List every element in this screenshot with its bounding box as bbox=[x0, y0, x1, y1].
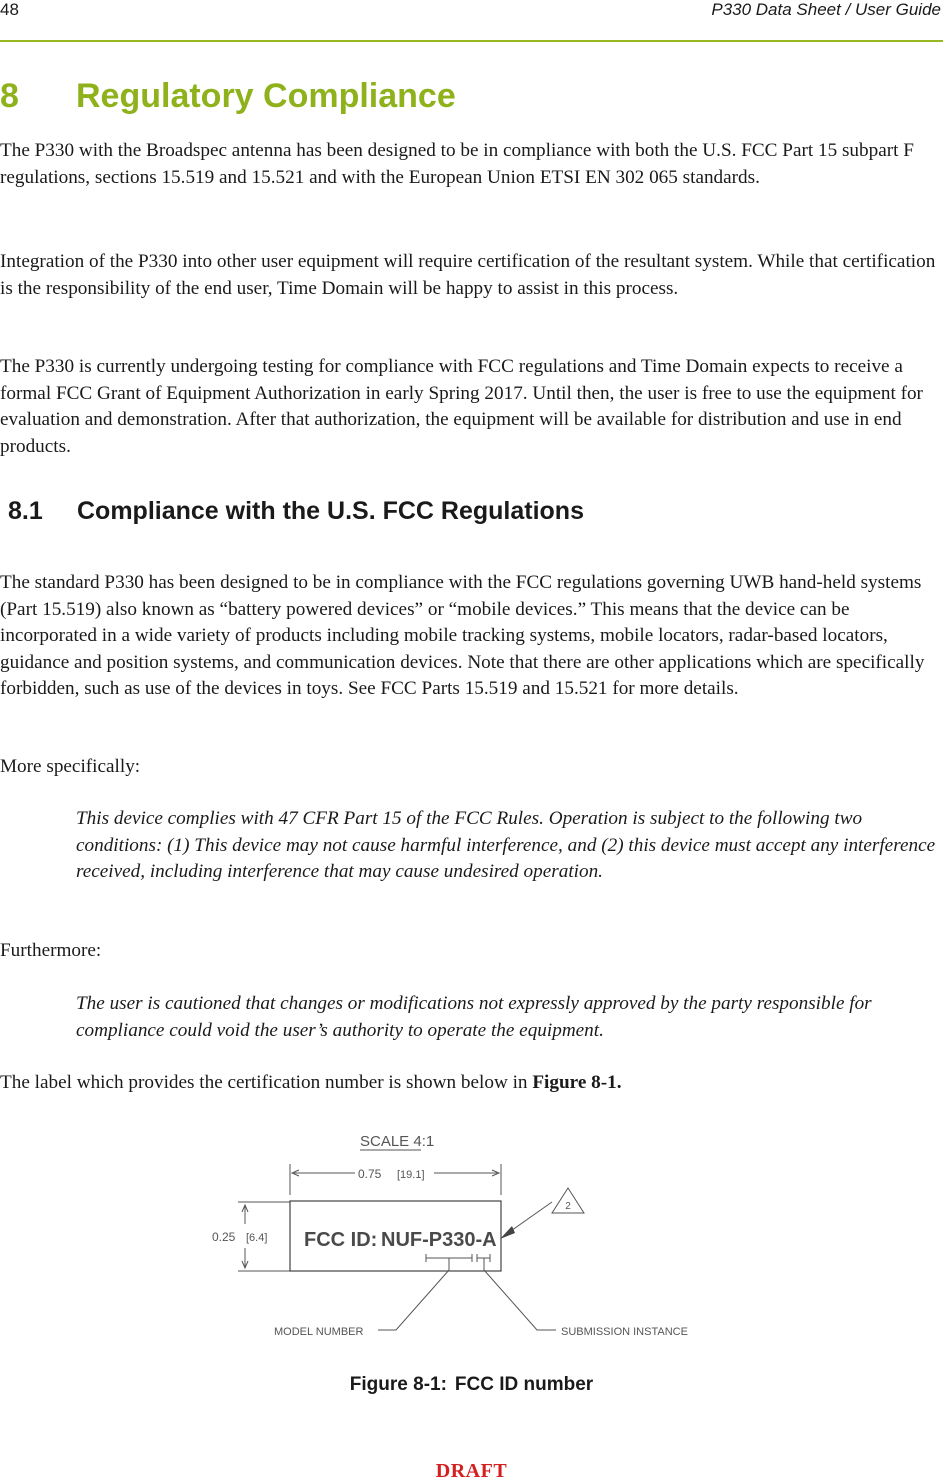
page-header bbox=[0, 0, 943, 42]
width-dimension: 0.75 bbox=[358, 1167, 382, 1181]
figure-reference: Figure 8-1. bbox=[532, 1072, 622, 1093]
note-number: 2 bbox=[565, 1201, 571, 1212]
figure-caption-text: FCC ID number bbox=[454, 1374, 594, 1395]
section-title: Regulatory Compliance bbox=[76, 77, 456, 115]
section-number: 8 bbox=[0, 77, 19, 115]
scale-text: SCALE 4:1 bbox=[360, 1133, 435, 1150]
width-dimension-mm: [19.1] bbox=[397, 1169, 425, 1181]
section-heading bbox=[0, 77, 456, 116]
compliance-statement-quote: This device complies with 47 CFR Part 15 of the FCC Rules. Operation is subject to the following two conditions: (1) This device may not cause harmful interference, and (2) this device must accept any interference received, including interference that may cause undesired operation. bbox=[76, 808, 936, 882]
label-intro-text: The label which provides the certification number is shown below in bbox=[0, 1072, 533, 1093]
caution-quote: The user is cautioned that changes or modifications not expressly approved by the party responsible for compliance could void the user’s authority to operate the equipment. bbox=[76, 993, 872, 1041]
integration-paragraph: Integration of the P330 into other user equipment will require certification of the resultant system. While that certification is the responsibility of the end user, Time Domain will be happy to assist in this process. bbox=[0, 251, 936, 299]
label-intro-paragraph bbox=[0, 1070, 940, 1097]
fcc-label-drawing bbox=[200, 1120, 730, 1350]
submission-instance-label: SUBMISSION INSTANCE bbox=[561, 1326, 688, 1338]
arrowhead-icon bbox=[500, 1226, 515, 1239]
document-title: P330 Data Sheet / User Guide bbox=[711, 0, 941, 19]
intro-paragraph: The P330 with the Broadspec antenna has been designed to be in compliance with both the U.S. FCC Part 15 subpart F regulations, sections 15.519 and 15.521 and with the European Union ETSI EN 302 065 standards. bbox=[0, 140, 914, 188]
figure-caption-label: Figure 8-1: bbox=[349, 1374, 447, 1395]
subsection-number: 8.1 bbox=[8, 497, 43, 525]
figure-caption bbox=[0, 1374, 943, 1396]
testing-paragraph: The P330 is currently undergoing testing for compliance with FCC regulations and Time Domain expects to receive a formal FCC Grant of Equipment Authorization in early Spring 2017. Until then, the user is free to use the equipment for evaluation and demonstration. After that authorization, the equipment will be available for distribution and use in end products. bbox=[0, 356, 923, 457]
draft-watermark: DRAFT bbox=[435, 1460, 508, 1482]
height-dimension: 0.25 bbox=[212, 1230, 236, 1244]
model-number-label: MODEL NUMBER bbox=[274, 1326, 364, 1338]
fcc-id-value: NUF-P330-A bbox=[381, 1229, 497, 1251]
height-dimension-mm: [6.4] bbox=[246, 1232, 268, 1244]
fcc-id-prefix: FCC ID: bbox=[304, 1229, 378, 1251]
furthermore-text: Furthermore: bbox=[0, 940, 102, 961]
subsection-title: Compliance with the U.S. FCC Regulations bbox=[77, 497, 584, 525]
more-specifically-text: More specifically: bbox=[0, 756, 141, 777]
fcc-paragraph: The standard P330 has been designed to be in compliance with the FCC regulations governing UWB hand-held systems (Part 15.519) also known as “battery powered devices” or “mobile devices.” This means that the device can be incorporated in a wide variety of products including mobile tracking systems, mobile locators, radar-based locators, guidance and position systems, and communication devices. Note that there are other applications which are specifically forbidden, such as use of the devices in toys. See FCC Parts 15.519 and 15.521 for more details. bbox=[0, 572, 925, 699]
fcc-label-figure bbox=[200, 1120, 730, 1350]
subsection-heading bbox=[8, 497, 584, 526]
page-number: 48 bbox=[0, 0, 19, 19]
